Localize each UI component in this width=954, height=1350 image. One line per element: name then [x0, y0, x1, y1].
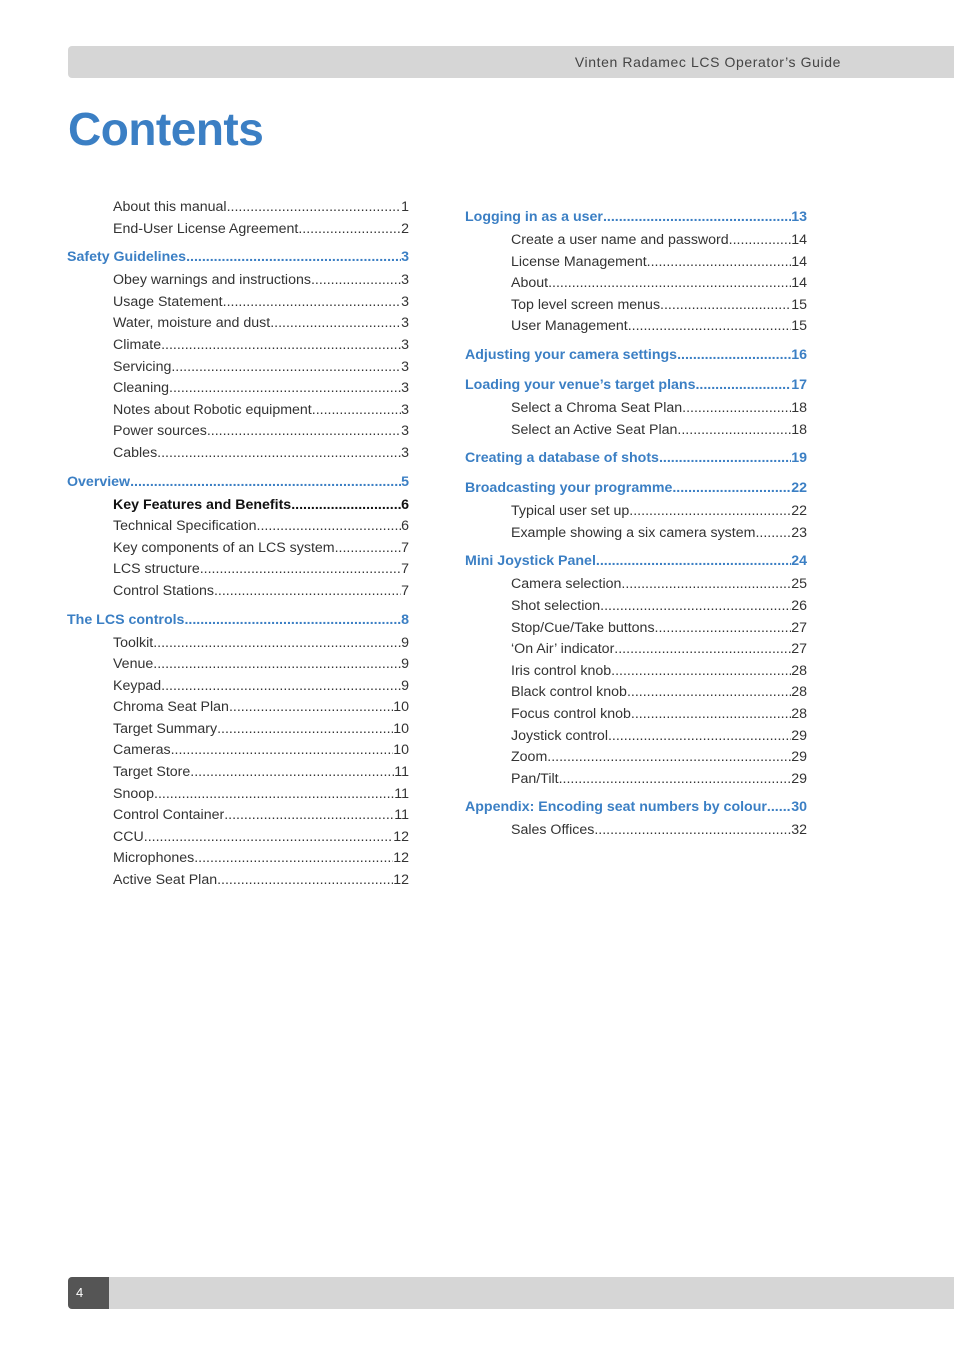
toc-entry-title: Loading your venue’s target plans: [465, 376, 696, 393]
dot-leader: [200, 559, 401, 581]
toc-entry-title: Key Features and Benefits: [113, 496, 292, 513]
toc-page-number: 3: [401, 249, 409, 266]
dot-leader: [548, 273, 791, 295]
toc-page-number: 3: [401, 444, 409, 461]
toc-page-number: 2: [401, 220, 409, 237]
toc-entry-link[interactable]: [67, 827, 409, 849]
toc-page-number: 8: [401, 611, 409, 628]
toc-page-number: 12: [393, 850, 409, 867]
toc-page-number: 3: [401, 272, 409, 289]
toc-section-link[interactable]: [465, 794, 807, 820]
toc-section-link[interactable]: [465, 445, 807, 471]
toc-entry-link[interactable]: [67, 313, 409, 335]
toc-page-number: 3: [401, 336, 409, 353]
toc-entry-title: Target Store: [113, 764, 191, 781]
toc-section-link[interactable]: [465, 475, 807, 501]
toc-entry-title: Water, moisture and dust: [113, 315, 271, 332]
dot-leader: [677, 342, 791, 368]
toc-entry-link[interactable]: [465, 747, 807, 769]
toc-entry-title: The LCS controls: [67, 611, 185, 628]
dot-leader: [627, 682, 791, 704]
toc-entry-link[interactable]: [67, 292, 409, 314]
toc-entry-title: Logging in as a user: [465, 209, 603, 225]
dot-leader: [628, 316, 792, 338]
toc-entry-link[interactable]: [465, 820, 807, 842]
toc-page-number: 3: [401, 401, 409, 418]
dot-leader: [217, 719, 393, 741]
toc-entry-link[interactable]: [67, 697, 409, 719]
toc-page-number: 6: [401, 496, 409, 513]
dot-leader: [659, 445, 791, 471]
toc-entry-link[interactable]: [67, 443, 409, 465]
toc-entry-link[interactable]: [67, 654, 409, 676]
toc-entry-title: Creating a database of shots: [465, 450, 659, 467]
toc-entry-link[interactable]: [67, 421, 409, 443]
toc-entry-link[interactable]: [465, 682, 807, 704]
dot-leader: [214, 581, 401, 603]
dot-leader: [312, 400, 401, 422]
toc-page-number: 9: [401, 634, 409, 651]
toc-entry-title: Pan/Tilt: [511, 770, 559, 787]
toc-entry-title: ‘On Air’ indicator: [511, 641, 615, 658]
dot-leader: [153, 633, 401, 655]
toc-page-number: 17: [791, 376, 807, 393]
header-bar: [68, 46, 954, 78]
toc-entry-link[interactable]: [67, 870, 409, 892]
toc-entry-link[interactable]: [465, 273, 807, 295]
dot-leader: [311, 270, 401, 292]
dot-leader: [660, 295, 791, 317]
toc-section-link[interactable]: [465, 548, 807, 574]
dot-leader: [190, 762, 394, 784]
dot-leader: [130, 469, 401, 495]
dot-leader: [594, 820, 791, 842]
dot-leader: [291, 495, 401, 517]
toc-entry-title: Select a Chroma Seat Plan: [511, 399, 683, 416]
toc-entry-link[interactable]: [465, 574, 807, 596]
toc-entry-link[interactable]: [67, 784, 409, 806]
toc-entry-title: Cables: [113, 444, 158, 461]
toc-page-number: 26: [791, 597, 807, 614]
toc-entry-title: Broadcasting your programme: [465, 480, 673, 497]
toc-entry-title: Stop/Cue/Take buttons: [511, 619, 655, 636]
toc-page-number: 5: [401, 473, 409, 490]
toc-entry-link[interactable]: [465, 523, 807, 545]
toc-entry-link[interactable]: [67, 495, 409, 517]
toc-entry-title: LCS structure: [113, 561, 200, 578]
toc-page-number: 15: [791, 296, 807, 313]
dot-leader: [144, 827, 393, 849]
toc-entry-title: Black control knob: [511, 684, 627, 701]
toc-entry-link[interactable]: [67, 676, 409, 698]
toc-page-number: 27: [791, 641, 807, 658]
footer-bar: [68, 1277, 954, 1309]
dot-leader: [270, 313, 401, 335]
dot-leader: [767, 794, 791, 820]
toc-entry-title: Top level screen menus: [511, 296, 661, 313]
toc-entry-link[interactable]: [465, 295, 807, 317]
toc-page-number: 11: [394, 785, 409, 802]
toc-entry-title: About this manual: [113, 199, 227, 215]
toc-section-link[interactable]: [465, 342, 807, 368]
toc-entry-link[interactable]: [67, 270, 409, 292]
toc-section-link[interactable]: [67, 244, 409, 270]
toc-section-link[interactable]: [67, 469, 409, 495]
toc-entry-link[interactable]: [465, 769, 807, 791]
dot-leader: [229, 697, 393, 719]
toc-page-number: 28: [791, 705, 807, 722]
toc-entry-title: Chroma Seat Plan: [113, 699, 229, 716]
toc-page-number: 7: [401, 561, 409, 578]
toc-page-number: 3: [401, 423, 409, 440]
dot-leader: [217, 870, 393, 892]
dot-leader: [621, 574, 791, 596]
toc-entry-title: Adjusting your camera settings: [465, 346, 678, 363]
toc-entry-title: Overview: [67, 473, 131, 490]
toc-page-number: 9: [401, 677, 409, 694]
dot-leader: [207, 421, 401, 443]
toc-entry-link[interactable]: [67, 719, 409, 741]
toc-entry-title: Notes about Robotic equipment: [113, 401, 312, 418]
dot-leader: [224, 805, 394, 827]
toc-page-number: 29: [791, 749, 807, 766]
toc-entry-title: Example showing a six camera system: [511, 524, 756, 541]
toc-entry-title: Zoom: [511, 749, 548, 766]
toc-left-column: [67, 197, 409, 892]
toc-page-number: 7: [401, 582, 409, 599]
toc-page-number: 11: [394, 807, 409, 824]
toc-entry-title: Mini Joystick Panel: [465, 553, 596, 570]
dot-leader: [603, 204, 791, 230]
dot-leader: [153, 654, 401, 676]
toc-entry-link[interactable]: [465, 230, 807, 252]
dot-leader: [655, 618, 792, 640]
toc-page-number: 3: [401, 315, 409, 332]
toc-page-number: 6: [401, 518, 409, 535]
toc-entry-title: Cleaning: [113, 380, 170, 397]
dot-leader: [682, 398, 791, 420]
toc-entry-link[interactable]: [67, 197, 409, 219]
toc-entry-title: Obey warnings and instructions: [113, 272, 311, 289]
toc-page-number: 24: [791, 553, 807, 570]
toc-entry-title: Create a user name and password: [511, 232, 729, 248]
toc-section-link[interactable]: [67, 607, 409, 633]
toc-entry-title: Iris control knob: [511, 662, 612, 679]
dot-leader: [677, 420, 791, 442]
toc-entry-link[interactable]: [465, 316, 807, 338]
toc-page-number: 15: [791, 318, 807, 335]
dot-leader: [154, 784, 394, 806]
toc-entry-title: Shot selection: [511, 597, 601, 614]
toc-page-number: 29: [791, 727, 807, 744]
dot-leader: [596, 548, 791, 574]
toc-page-number: 23: [791, 524, 807, 541]
toc-section-link[interactable]: [465, 372, 807, 398]
toc-entry-link[interactable]: [67, 335, 409, 357]
toc-entry-link[interactable]: [465, 661, 807, 683]
page-number: 4: [68, 1277, 109, 1309]
dot-leader: [695, 372, 791, 398]
toc-right-column: [465, 204, 807, 842]
toc-page-number: 27: [791, 619, 807, 636]
toc-page-number: 32: [791, 822, 807, 839]
dot-leader: [186, 244, 401, 270]
toc-entry-link[interactable]: [67, 400, 409, 422]
toc-entry-title: CCU: [113, 828, 144, 845]
toc-entry-link[interactable]: [67, 219, 409, 241]
toc-page-number: 14: [791, 275, 807, 292]
toc-page-number: 22: [791, 503, 807, 520]
toc-entry-link[interactable]: [465, 726, 807, 748]
dot-leader: [600, 596, 791, 618]
toc-entry-title: Appendix: Encoding seat numbers by colour: [465, 799, 767, 816]
guide-title: Vinten Radamec LCS Operator’s Guide: [574, 54, 841, 70]
toc-entry-title: Technical Specification: [113, 518, 257, 535]
dot-leader: [227, 197, 402, 219]
toc-entry-title: End-User License Agreement: [113, 220, 299, 237]
dot-leader: [608, 726, 791, 748]
toc-entry-title: Power sources: [113, 423, 207, 440]
toc-entry-title: Climate: [113, 336, 162, 353]
toc-entry-link[interactable]: [67, 805, 409, 827]
toc-page-number: 9: [401, 656, 409, 673]
toc-page-number: 12: [393, 828, 409, 845]
dot-leader: [257, 516, 402, 538]
toc-entry-title: User Management: [511, 318, 628, 335]
dot-leader: [194, 848, 393, 870]
toc-page-number: 3: [401, 380, 409, 397]
dot-leader: [614, 639, 791, 661]
toc-page-number: 7: [401, 539, 409, 556]
toc-page-number: 14: [791, 253, 807, 270]
toc-page-number: 11: [394, 764, 409, 781]
dot-leader: [629, 501, 791, 523]
toc-entry-title: Control Container: [113, 807, 225, 824]
toc-entry-title: Cameras: [113, 742, 171, 759]
dot-leader: [171, 740, 394, 762]
toc-page-number: 14: [791, 232, 807, 248]
toc-page-number: 12: [393, 872, 409, 889]
dot-leader: [184, 607, 401, 633]
toc-page-number: 13: [791, 209, 807, 225]
toc-entry-link[interactable]: [465, 639, 807, 661]
toc-page-number: 1: [401, 199, 409, 215]
toc-entry-title: Usage Statement: [113, 293, 223, 310]
toc-entry-title: Keypad: [113, 677, 162, 694]
toc-page-number: 3: [401, 358, 409, 375]
dot-leader: [335, 538, 402, 560]
dot-leader: [755, 523, 791, 545]
toc-entry-title: Joystick control: [511, 727, 608, 744]
toc-entry-title: Active Seat Plan: [113, 872, 218, 889]
page-title: Contents: [68, 103, 264, 155]
toc-page-number: 10: [393, 720, 409, 737]
toc-entry-title: Safety Guidelines: [67, 249, 187, 266]
toc-entry-link[interactable]: [465, 704, 807, 726]
dot-leader: [171, 357, 401, 379]
toc-entry-link[interactable]: [465, 398, 807, 420]
toc-entry-title: Snoop: [113, 785, 155, 802]
dot-leader: [298, 219, 401, 241]
toc-page-number: 19: [791, 450, 807, 467]
dot-leader: [161, 676, 401, 698]
toc-page-number: 16: [791, 346, 807, 363]
toc-entry-title: Servicing: [113, 358, 172, 375]
toc-entry-title: Focus control knob: [511, 705, 631, 722]
toc-page-number: 22: [791, 480, 807, 497]
toc-entry-title: Select an Active Seat Plan: [511, 421, 678, 438]
dot-leader: [611, 661, 791, 683]
toc-entry-link[interactable]: [465, 420, 807, 442]
toc-entry-title: Camera selection: [511, 576, 622, 593]
toc-entry-link[interactable]: [67, 740, 409, 762]
toc-entry-title: Toolkit: [113, 634, 154, 651]
toc-page-number: 28: [791, 662, 807, 679]
toc-page-number: 18: [791, 399, 807, 416]
toc-entry-link[interactable]: [67, 538, 409, 560]
dot-leader: [223, 292, 401, 314]
toc-page-number: 25: [791, 576, 807, 593]
toc-entry-link[interactable]: [67, 633, 409, 655]
toc-entry-link[interactable]: [67, 581, 409, 603]
toc-page-number: 10: [393, 699, 409, 716]
dot-leader: [729, 230, 792, 252]
dot-leader: [157, 443, 401, 465]
toc-page-number: 28: [791, 684, 807, 701]
toc-page-number: 10: [393, 742, 409, 759]
toc-entry-title: About: [511, 275, 549, 292]
toc-entry-link[interactable]: [67, 378, 409, 400]
dot-leader: [631, 704, 791, 726]
dot-leader: [647, 252, 792, 274]
toc-page-number: 3: [401, 293, 409, 310]
toc-section-link[interactable]: [465, 204, 807, 230]
toc-entry-link[interactable]: [465, 252, 807, 274]
dot-leader: [547, 747, 791, 769]
toc-entry-title: Control Stations: [113, 582, 214, 599]
toc-entry-title: Key components of an LCS system: [113, 539, 335, 556]
toc-entry-link[interactable]: [465, 596, 807, 618]
dot-leader: [672, 475, 791, 501]
toc-entry-link[interactable]: [465, 618, 807, 640]
toc-entry-link[interactable]: [67, 516, 409, 538]
toc-entry-title: Target Summary: [113, 720, 218, 737]
toc-entry-title: Typical user set up: [511, 503, 630, 520]
toc-page-number: 29: [791, 770, 807, 787]
toc-page-number: 18: [791, 421, 807, 438]
toc-entry-title: License Management: [511, 253, 647, 270]
dot-leader: [169, 378, 401, 400]
toc-entry-link[interactable]: [67, 762, 409, 784]
toc-page-number: 30: [791, 799, 807, 816]
toc-entry-title: Sales Offices: [511, 822, 595, 839]
dot-leader: [161, 335, 401, 357]
toc-entry-link[interactable]: [465, 501, 807, 523]
toc-entry-title: Microphones: [113, 850, 195, 867]
toc-entry-link[interactable]: [67, 848, 409, 870]
toc-entry-title: Venue: [113, 656, 154, 673]
toc-entry-link[interactable]: [67, 357, 409, 379]
toc-entry-link[interactable]: [67, 559, 409, 581]
dot-leader: [559, 769, 792, 791]
